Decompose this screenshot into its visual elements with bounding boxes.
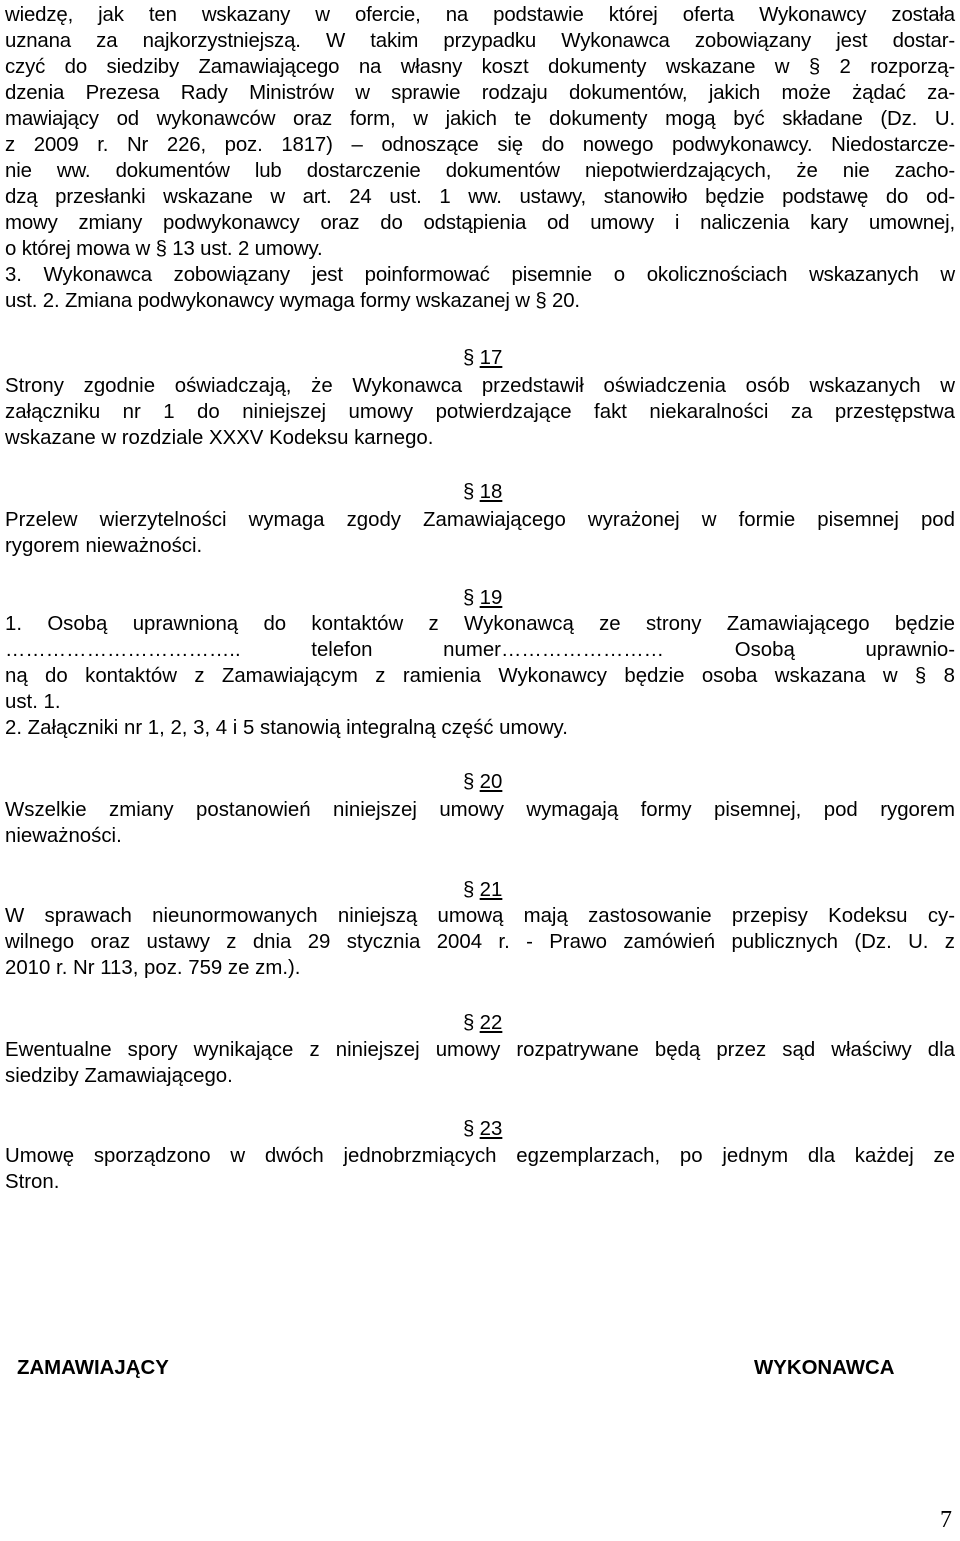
intro-paragraph bbox=[5, 2, 955, 314]
text-line: dzą przesłanki wskazane w art. 24 ust. 1 ww. ustawy, stanowiło będzie podstawę do od- bbox=[5, 186, 955, 208]
section-number: 17 bbox=[479, 347, 503, 369]
text-line: Przelew wierzytelności wymaga zgody Zamawiającego wyrażonej w formie pisemnej pod bbox=[5, 509, 955, 531]
text-line: uznana za najkorzystniejszą. W takim przypadku Wykonawca zobowiązany jest dostar- bbox=[5, 30, 955, 52]
text-line: mowy zmiany podwykonawcy oraz do odstąpienia od umowy i naliczenia kary umownej, bbox=[5, 212, 955, 234]
section-18-text bbox=[5, 507, 955, 559]
text-line: 2. Załączniki nr 1, 2, 3, 4 i 5 stanowią integralną część umowy. bbox=[5, 717, 568, 739]
text-line: wiedzę, jak ten wskazany w ofercie, na podstawie której oferta Wykonawcy została bbox=[5, 4, 955, 26]
text-line: wilnego oraz ustawy z dnia 29 stycznia 2004 r. - Prawo zamówień publicznych (Dz. U. z bbox=[5, 931, 955, 953]
section-heading-23 bbox=[0, 1116, 960, 1142]
section-mark: § bbox=[462, 771, 475, 793]
signature-contracting-authority: ZAMAWIAJĄCY bbox=[17, 1357, 169, 1379]
text-line: ną do kontaktów z Zamawiającym z ramienia Wykonawcy będzie osoba wskazana w § 8 bbox=[5, 665, 955, 687]
section-heading-18 bbox=[0, 479, 960, 505]
section-number: 21 bbox=[479, 879, 503, 901]
section-mark: § bbox=[462, 481, 475, 503]
text-line: czyć do siedziby Zamawiającego na własny koszt dokumenty wskazane w § 2 rozporzą- bbox=[5, 56, 955, 78]
text-line: nie ww. dokumentów lub dostarczenie dokumentów niepotwierdzających, że nie zacho- bbox=[5, 160, 955, 182]
text-line: dzenia Prezesa Rady Ministrów w sprawie rodzaju dokumentów, jakich może żądać za- bbox=[5, 82, 955, 104]
text-line: siedziby Zamawiającego. bbox=[5, 1065, 233, 1087]
text-line: Stron. bbox=[5, 1171, 60, 1193]
text-line: ust. 1. bbox=[5, 691, 61, 713]
section-mark: § bbox=[462, 347, 475, 369]
text-line: rygorem nieważności. bbox=[5, 535, 203, 557]
text-line: mawiający od wykonawców oraz form, w jakich te dokumenty mogą być składane (Dz. U. bbox=[5, 108, 955, 130]
text-line: Umowę sporządzono w dwóch jednobrzmiących egzemplarzach, po jednym dla każdej ze bbox=[5, 1145, 955, 1167]
text-line: ust. 2. Zmiana podwykonawcy wymaga formy wskazanej w § 20. bbox=[5, 290, 580, 312]
text-line: 1. Osobą uprawnioną do kontaktów z Wykonawcą ze strony Zamawiającego będzie bbox=[5, 613, 955, 635]
section-21-text bbox=[5, 903, 955, 981]
section-number: 23 bbox=[479, 1118, 503, 1140]
text-line: nieważności. bbox=[5, 825, 122, 847]
section-heading-17 bbox=[0, 345, 960, 371]
section-mark: § bbox=[462, 1012, 475, 1034]
section-mark: § bbox=[462, 1118, 475, 1140]
section-heading-21 bbox=[0, 877, 960, 903]
section-number: 22 bbox=[479, 1012, 503, 1034]
section-19-text bbox=[5, 611, 955, 741]
section-22-text bbox=[5, 1037, 955, 1089]
text-line: W sprawach nieunormowanych niniejszą umową mają zastosowanie przepisy Kodeksu cy- bbox=[5, 905, 955, 927]
section-20-text bbox=[5, 797, 955, 849]
text-line: załączniku nr 1 do niniejszej umowy potwierdzające fakt niekaralności za przestępstwa bbox=[5, 401, 955, 423]
page-number: 7 bbox=[940, 1507, 952, 1533]
text-line: o której mowa w § 13 ust. 2 umowy. bbox=[5, 238, 323, 260]
section-heading-19 bbox=[0, 585, 960, 611]
section-23-text bbox=[5, 1143, 955, 1195]
text-line: Wszelkie zmiany postanowień niniejszej umowy wymagają formy pisemnej, pod rygorem bbox=[5, 799, 955, 821]
text-line: wskazane w rozdziale XXXV Kodeksu karnego. bbox=[5, 427, 434, 449]
section-mark: § bbox=[462, 879, 475, 901]
section-17-text bbox=[5, 373, 955, 451]
section-number: 18 bbox=[479, 481, 503, 503]
text-line: 3. Wykonawca zobowiązany jest poinformować pisemnie o okolicznościach wskazanych w bbox=[5, 264, 955, 286]
section-mark: § bbox=[462, 587, 475, 609]
text-line: Strony zgodnie oświadczają, że Wykonawca przedstawił oświadczenia osób wskazanych w bbox=[5, 375, 955, 397]
section-heading-20 bbox=[0, 769, 960, 795]
text-line: z 2009 r. Nr 226, poz. 1817) – odnoszące się do nowego podwykonawcy. Niedostarcze- bbox=[5, 134, 955, 156]
section-heading-22 bbox=[0, 1010, 960, 1036]
text-line: Ewentualne spory wynikające z niniejszej umowy rozpatrywane będą przez sąd właściwy dla bbox=[5, 1039, 955, 1061]
section-number: 20 bbox=[479, 771, 503, 793]
text-line: 2010 r. Nr 113, poz. 759 ze zm.). bbox=[5, 957, 301, 979]
section-number: 19 bbox=[479, 587, 503, 609]
text-line: …………………………….. telefon numer…………………… Osobą uprawnio- bbox=[5, 639, 955, 661]
signature-contractor: WYKONAWCA bbox=[754, 1357, 895, 1379]
